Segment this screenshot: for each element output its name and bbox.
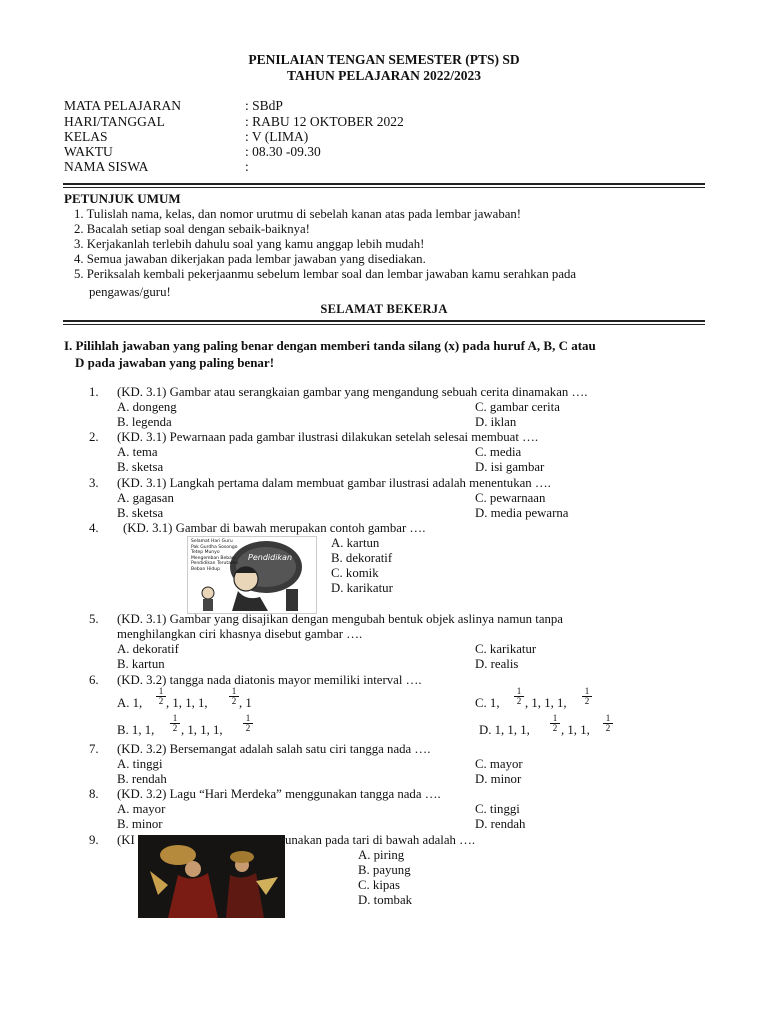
section-instruction-continued: D pada jawaban yang paling benar! [75,355,275,370]
option-a: A. tinggi [117,757,163,771]
fraction-half: $\frac{1}{2}$ [514,687,524,706]
caricature-sack-label: Pendidikan [248,553,293,562]
section-instruction: I. Pilihlah jawaban yang paling benar dengan memberi tanda silang (x) pada huruf A, B, C atau [64,338,596,353]
dance-drawing [138,835,285,918]
question-number: 3. [89,476,99,490]
question-number: 9. [89,833,99,847]
option-b: B. dekoratif [331,551,393,565]
fraction-half: $\frac{1}{2}$ [243,714,253,733]
question-text-end: unakan pada tari di bawah adalah …. [285,833,476,847]
question-text: (KD. 3.1) Gambar yang disajikan dengan mengubah bentuk objek aslinya namun tanpa [117,612,563,626]
question-text: (KD. 3.2) Bersemangat adalah salah satu ciri tangga nada …. [117,742,431,756]
option-b: B. minor [117,817,163,831]
option-a-end: , 1 [239,696,252,710]
meta-value-time: : 08.30 -09.30 [245,144,321,159]
option-b: B. sketsa [117,506,164,520]
option-d-cont: , 1, 1, [561,723,590,737]
divider-top-thin [63,187,705,188]
question-text-continued: menghilangkan ciri khasnya disebut gambar …. [117,627,363,641]
option-a: A. 1, [117,696,143,710]
question-text: (KD. 3.1) Gambar di bawah merupakan contoh gambar …. [123,521,426,535]
question-number: 7. [89,742,99,756]
meta-value-date: : RABU 12 OKTOBER 2022 [245,114,404,129]
question-number: 1. [89,385,99,399]
meta-label-class: KELAS [64,129,108,144]
meta-value-student: : [245,159,249,174]
option-c: C. pewarnaan [475,491,546,505]
option-a: A. mayor [117,802,166,816]
question-number: 2. [89,430,99,444]
question-text: (KD. 3.1) Pewarnaan pada gambar ilustrasi dilakukan setelah selesai membuat …. [117,430,539,444]
option-d: D. iklan [475,415,517,429]
option-b: B. payung [358,863,411,877]
option-d: D. minor [475,772,522,786]
meta-label-subject: MATA PELAJARAN [64,98,182,113]
dance-photo [138,835,285,918]
fraction-half: $\frac{1}{2}$ [156,687,166,706]
option-c: C. mayor [475,757,523,771]
option-c-cont: , 1, 1, 1, [525,696,567,710]
question-text: (KD. 3.1) Langkah pertama dalam membuat gambar ilustrasi adalah menentukan …. [117,476,551,490]
caricature-image [187,536,317,614]
instruction-item: 5. Periksalah kembali pekerjaanmu sebelum lembar soal dan lembar jawaban kamu serahkan pada [74,267,577,281]
option-b: B. kartun [117,657,165,671]
option-b: B. rendah [117,772,167,786]
divider-mid [63,320,705,322]
option-d: D. karikatur [331,581,393,595]
instructions-title: PETUNJUK UMUM [64,191,181,206]
fraction-half: $\frac{1}{2}$ [603,714,613,733]
option-d: D. media pewarna [475,506,569,520]
meta-label-time: WAKTU [64,144,113,159]
divider-mid-thin [63,324,705,325]
fraction-half: $\frac{1}{2}$ [229,687,239,706]
instruction-item: 1. Tulislah nama, kelas, dan nomor urutmu di sebelah kanan atas pada lembar jawaban! [74,207,522,221]
question-text: (KD. 3.1) Gambar atau serangkaian gambar yang mengandung sebuah cerita dinamakan …. [117,385,588,399]
meta-value-subject: : SBdP [245,98,283,113]
meta-label-date: HARI/TANGGAL [64,114,165,129]
meta-label-student: NAMA SISWA [64,159,149,174]
meta-value-class: : V (LIMA) [245,129,309,144]
question-text-start: (KI [117,833,135,847]
divider-top [63,183,705,185]
option-c: C. media [475,445,522,459]
option-b: B. 1, 1, [117,723,155,737]
question-text: (KD. 3.2) Lagu “Hari Merdeka” menggunakan tangga nada …. [117,787,441,801]
option-c: C. komik [331,566,379,580]
exam-title: PENILAIAN TENGAN SEMESTER (PTS) SD [248,52,520,67]
closing-greeting: SELAMAT BEKERJA [320,302,448,316]
caricature-caption: Selamat Hari Guru Pak Gurdha Sosongo Tetep Munyo Mengemban Beban Pendidikan Terutamo Beban Hidup [191,539,239,572]
option-d: D. realis [475,657,519,671]
option-a: A. tema [117,445,158,459]
option-a: A. gagasan [117,491,174,505]
question-number: 6. [89,673,99,687]
question-text: (KD. 3.2) tangga nada diatonis mayor memiliki interval …. [117,673,422,687]
option-c: C. gambar cerita [475,400,560,414]
option-d: D. isi gambar [475,460,545,474]
option-b-cont: , 1, 1, 1, [181,723,223,737]
option-c: C. kipas [358,878,400,892]
question-number: 5. [89,612,99,626]
option-c: C. tinggi [475,802,520,816]
option-a: A. kartun [331,536,380,550]
option-a: A. dongeng [117,400,177,414]
option-d: D. rendah [475,817,526,831]
option-a-cont: , 1, 1, 1, [166,696,208,710]
option-c: C. 1, [475,696,500,710]
instruction-item-continued: pengawas/guru! [89,285,171,299]
instruction-item: 4. Semua jawaban dikerjakan pada lembar jawaban yang disediakan. [74,252,426,266]
option-a: A. dekoratif [117,642,179,656]
fraction-half: $\frac{1}{2}$ [550,714,560,733]
option-d: D. 1, 1, 1, [479,723,530,737]
option-c: C. karikatur [475,642,537,656]
school-year-title: TAHUN PELAJARAN 2022/2023 [286,68,481,83]
option-b: B. legenda [117,415,172,429]
question-number: 4. [89,521,99,535]
fraction-half: $\frac{1}{2}$ [582,687,592,706]
fraction-half: $\frac{1}{2}$ [170,714,180,733]
instruction-item: 2. Bacalah setiap soal dengan sebaik-baiknya! [74,222,310,236]
instruction-item: 3. Kerjakanlah terlebih dahulu soal yang kamu anggap lebih mudah! [74,237,425,251]
option-a: A. piring [358,848,405,862]
question-number: 8. [89,787,99,801]
option-b: B. sketsa [117,460,164,474]
option-d: D. tombak [358,893,413,907]
